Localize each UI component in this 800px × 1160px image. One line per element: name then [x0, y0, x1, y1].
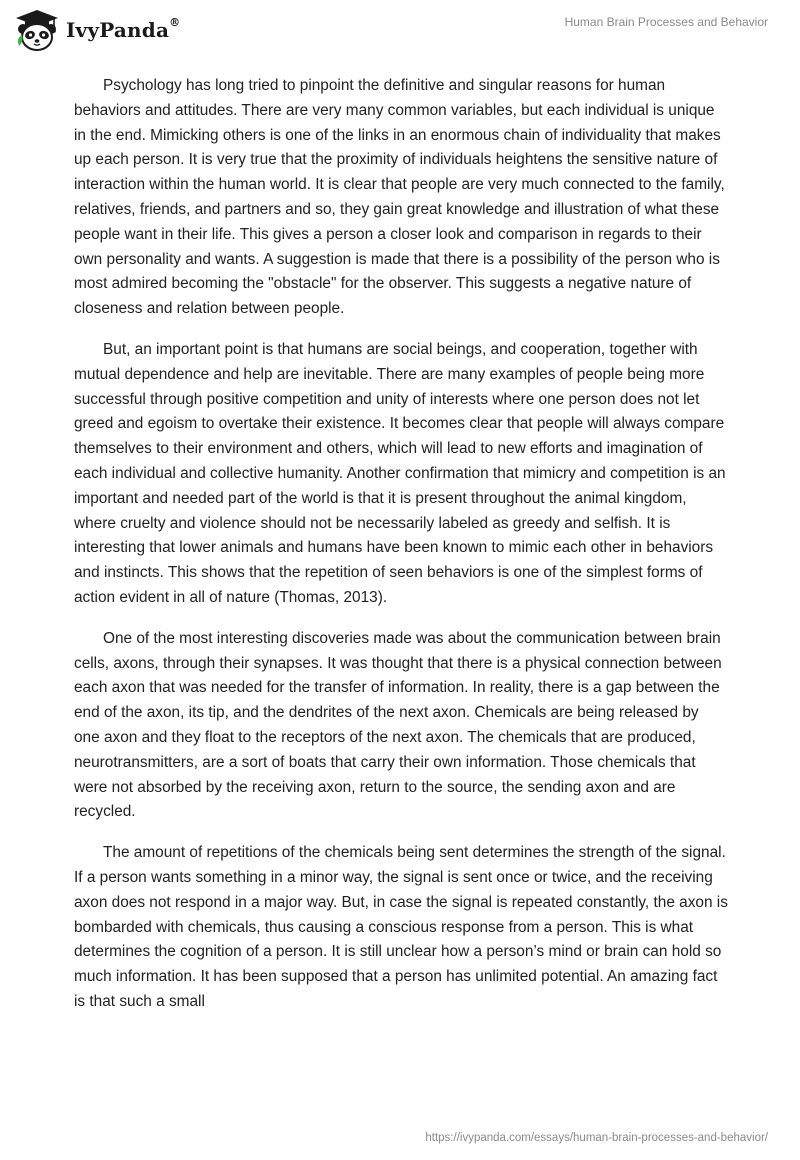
- brand-name: IvyPanda®: [66, 16, 181, 42]
- paragraph: Psychology has long tried to pinpoint the definitive and singular reasons for human behaviors and attitudes. There are very many common variables, but each individual is unique in the end. Mimicking others is one of the links in an enormous chain of individuality that makes up each person. It is very true that the proximity of individuals heightens the sensitive nature of interaction within the human world. It is clear that people are very much connected to the family, relatives, friends, and partners and so, they gain great knowledge and illustration of what these people want in their life. This gives a person a closer look and comparison in regards to their own personality and wants. A suggestion is made that there is a possibility of the person who is most admired becoming the "obstacle" for the observer. This suggests a negative nature of closeness and relation between people.: [74, 77, 725, 318]
- paragraph: One of the most interesting discoveries made was about the communication between brain cells, axons, through their synapses. It was thought that there is a physical connection between each axon that was needed for the transfer of information. In reality, there is a gap between the end of the axon, its tip, and the dendrites of the next axon. Chemicals are being released by one axon and they float to the receptors of the next axon. The chemicals that are produced, neurotransmitters, are a sort of boats that carry their own information. Those chemicals that were not absorbed by the receiving axon, return to the source, the sending axon and are recycled.: [74, 629, 722, 821]
- essay-body: [74, 74, 728, 1031]
- paragraph: But, an important point is that humans are social beings, and cooperation, together with mutual dependence and help are inevitable. There are many examples of people being more successful through positive competition and unity of interests where one person does not let greed and egoism to overtake their existence. It becomes clear that people will always compare themselves to their environment and others, which will lead to new efforts and imagination of each individual and collective humanity. Another confirmation that mimicry and competition is an important and needed part of the world is that it is present throughout the animal kingdom, where cruelty and violence should not be necessarily labeled as greedy and selfish. It is interesting that lower animals and humans have been known to mimic each other in behaviors and instincts. This shows that the repetition of seen behaviors is one of the simplest forms of action evident in all of nature (Thomas, 2013).: [74, 340, 726, 606]
- page-header: [0, 0, 800, 60]
- registered-mark: ®: [169, 16, 181, 30]
- paragraph: The amount of repetitions of the chemicals being sent determines the strength of the signal. If a person wants something in a minor way, the signal is sent once or twice, and the receiving axon does not respond in a major way. But, in case the signal is repeated constantly, the axon is bombarded with chemicals, thus causing a conscious response from a person. This is what determines the cognition of a person. It is still unclear how a person’s mind or brain can hold so much information. It has been supposed that a person has unlimited potential. An amazing fact is that such a small: [74, 844, 728, 1010]
- document-title: Human Brain Processes and Behavior: [564, 15, 768, 29]
- panda-graduate-icon: [14, 8, 60, 52]
- source-url-link[interactable]: https://ivypanda.com/essays/human-brain-processes-and-behavior/: [425, 1132, 768, 1144]
- brand-logo[interactable]: [14, 8, 180, 52]
